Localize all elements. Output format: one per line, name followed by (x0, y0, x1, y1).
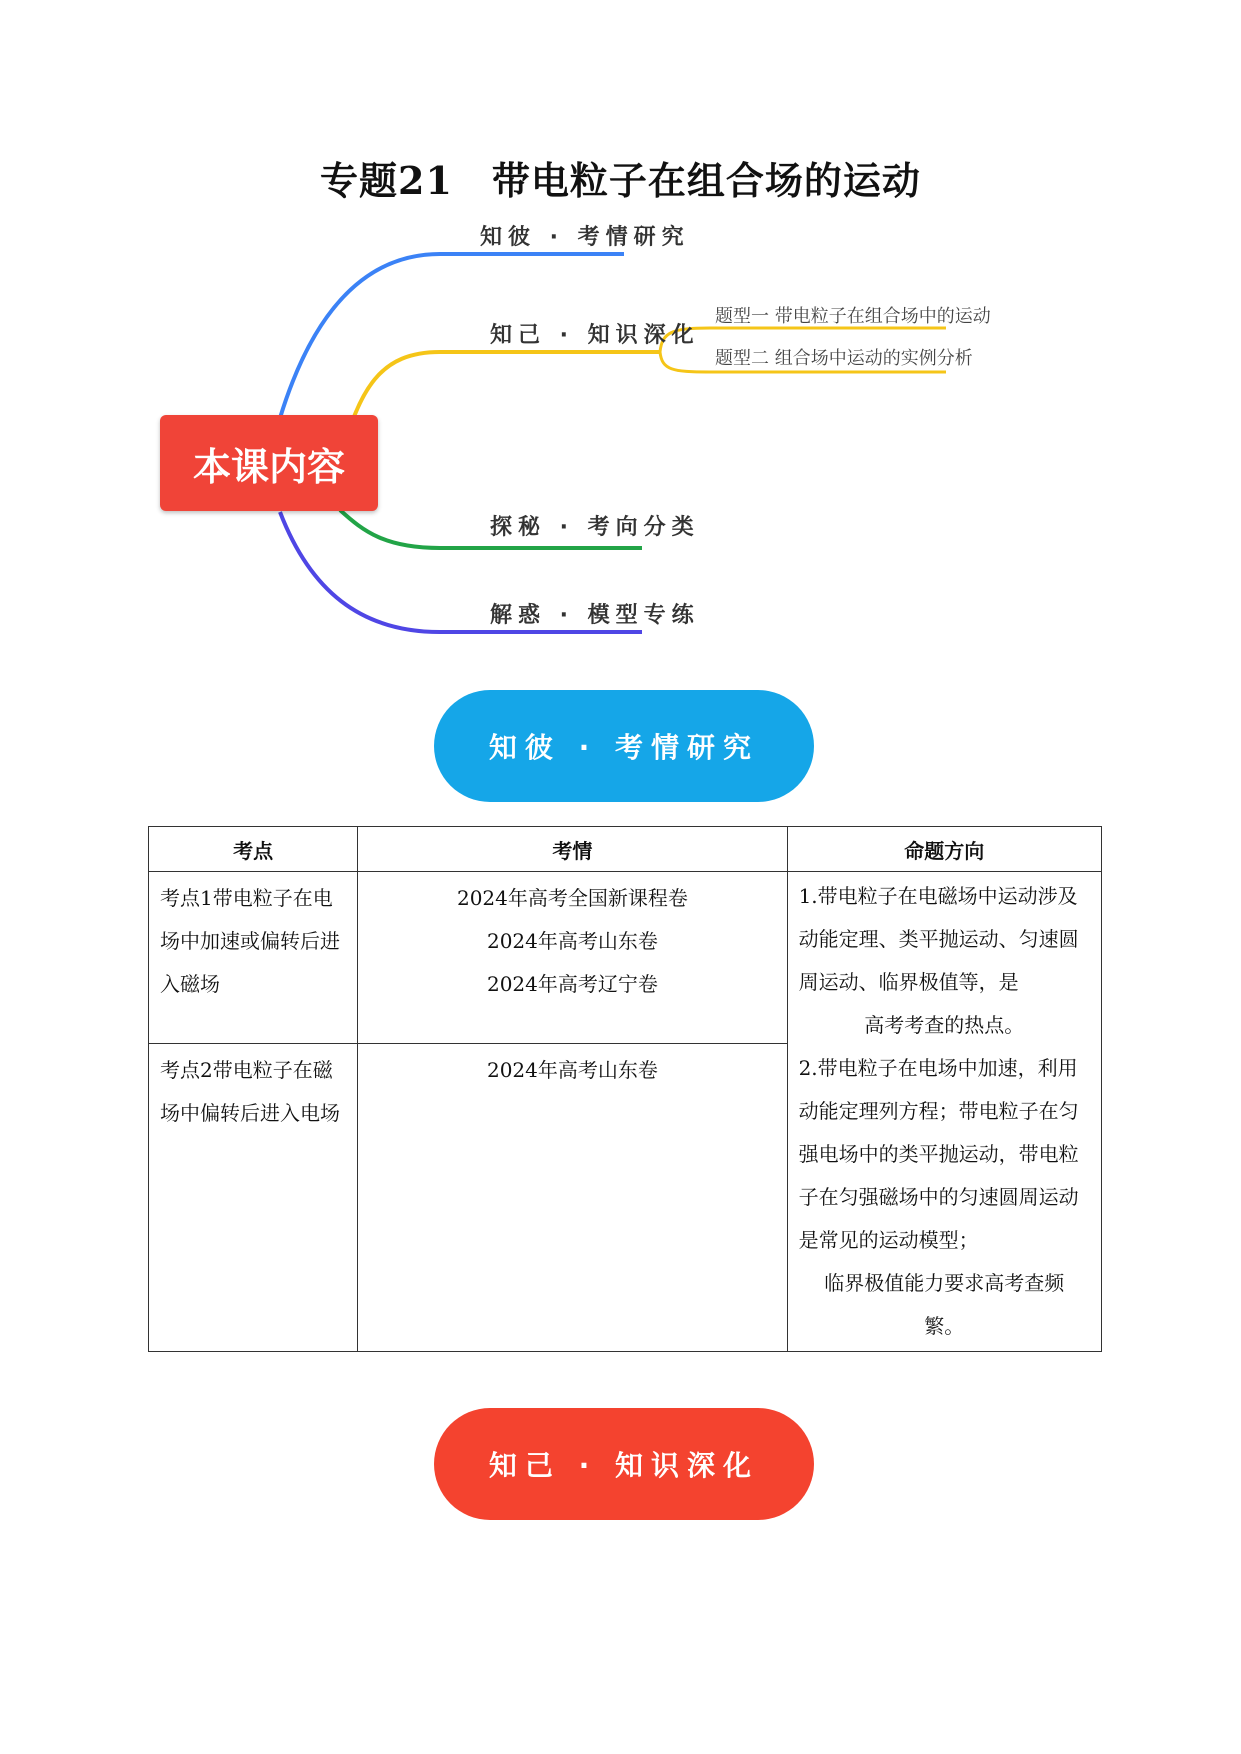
mind-map-root: 本课内容 (160, 415, 378, 511)
section-pill-zhishi: 知己 · 知识深化 (434, 1408, 814, 1520)
exam-item: 2024年高考辽宁卷 (486, 972, 658, 996)
branch-label-2: 知己 · 知识深化 (490, 323, 700, 348)
direction-para-2-tail: 临界极值能力要求高考查频 (824, 1271, 1065, 1295)
exam-cell (358, 872, 787, 1044)
exam-item: 2024年高考全国新课程卷 (456, 886, 688, 910)
table-row (149, 872, 1102, 1044)
point-cell (149, 872, 358, 1044)
sub-item-1: 题型一 带电粒子在组合场中的运动 (715, 306, 991, 327)
point-text: 考点1带电粒子在电场中加速或偏转后进入磁场 (160, 886, 340, 996)
exam-item: 2024年高考山东卷 (486, 1058, 658, 1083)
section-pill-kaoqing: 知彼 · 考情研究 (434, 690, 814, 802)
sub-item-2: 题型二 组合场中运动的实例分析 (715, 348, 973, 369)
header-kaoqing: 考情 (358, 827, 787, 872)
branch-label-3: 探秘 · 考向分类 (490, 515, 700, 540)
direction-cell (787, 872, 1101, 1352)
direction-para-1: 1.带电粒子在电磁场中运动涉及动能定理、类平抛运动、匀速圆周运动、临界极值等，是 (798, 884, 1079, 994)
point-cell (149, 1044, 358, 1352)
branch-line-2 (340, 352, 660, 460)
direction-text (789, 873, 1100, 1350)
point-text: 考点2带电粒子在磁场中偏转后进入电场 (160, 1058, 340, 1126)
direction-para-2: 2.带电粒子在电场中加速，利用动能定理列方程；带电粒子在匀强电场中的类平抛运动，带电粒子在匀强磁场中的匀速圆周运动是常见的运动模型； (798, 1056, 1079, 1252)
exam-list (359, 1045, 785, 1096)
branch-label-4: 解惑 · 模型专练 (490, 603, 700, 628)
direction-para-1-end: 高考考查的热点。 (864, 1013, 1025, 1037)
exam-cell (358, 1044, 787, 1352)
mind-map (150, 220, 1110, 660)
branch-label-1: 知彼 · 考情研究 (480, 225, 690, 250)
header-direction: 命题方向 (787, 827, 1101, 872)
page-title: 专题21 带电粒子在组合场的运动 (320, 158, 921, 203)
table-header-row (149, 827, 1102, 872)
direction-para-2-end: 繁。 (924, 1314, 965, 1338)
header-kaodian: 考点 (149, 827, 358, 872)
exam-analysis-table (148, 826, 1102, 1352)
exam-list (359, 873, 785, 1010)
exam-item: 2024年高考山东卷 (486, 929, 658, 953)
